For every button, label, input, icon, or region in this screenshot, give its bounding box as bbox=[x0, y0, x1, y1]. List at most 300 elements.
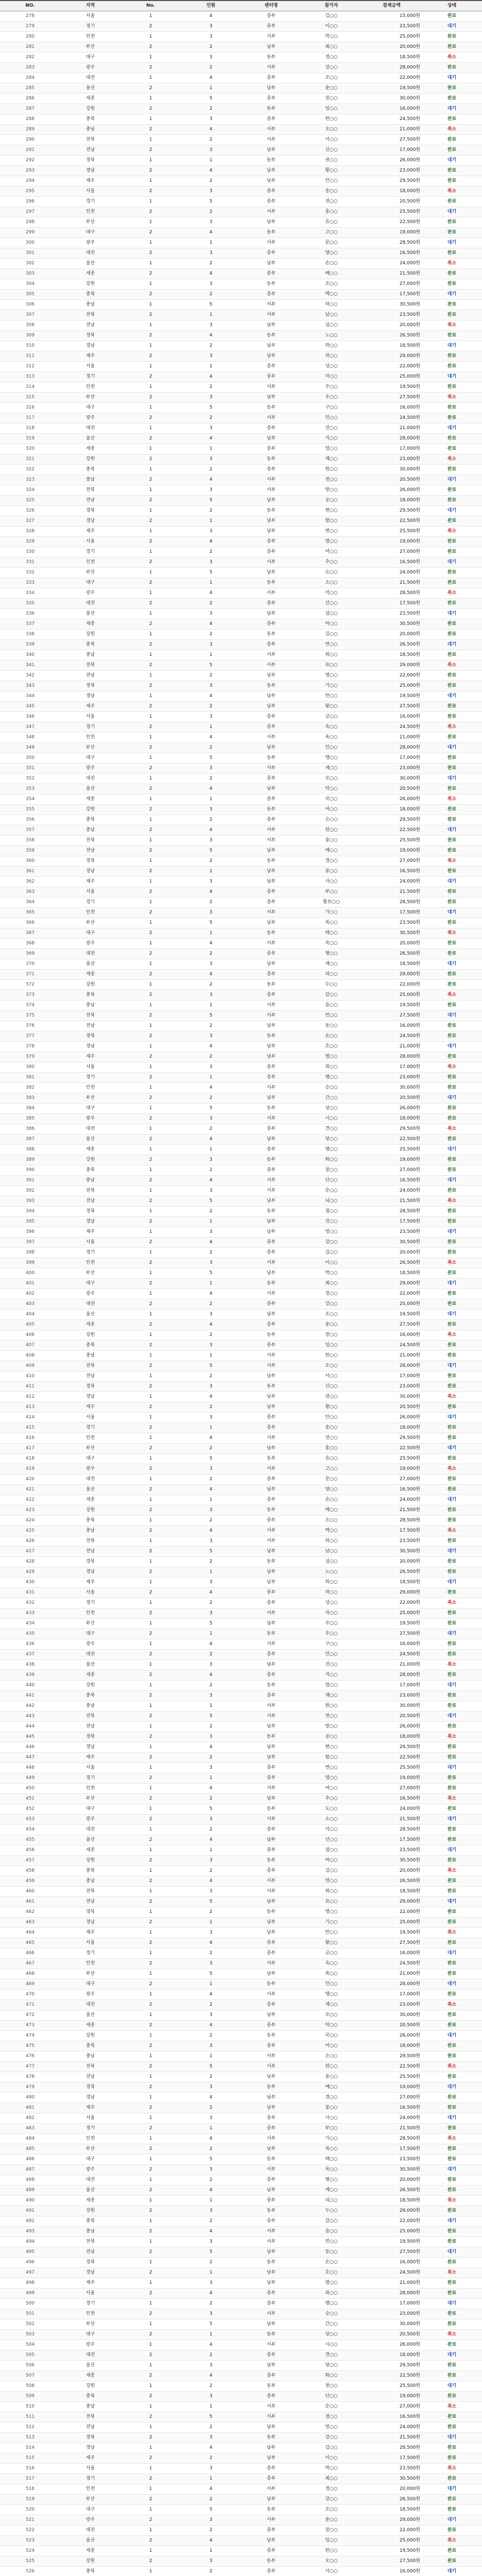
region-cell: 충남 bbox=[60, 300, 121, 310]
row-number: 311 bbox=[0, 351, 60, 362]
center-cell: 중부 bbox=[241, 1423, 302, 1433]
row-number: 493 bbox=[0, 2227, 60, 2237]
status-badge: 대기 bbox=[447, 1363, 457, 1368]
table-row bbox=[0, 1938, 482, 1948]
amount-cell: 24,500원 bbox=[361, 1650, 422, 1660]
no-cell: 2 bbox=[121, 722, 181, 733]
no-cell: 2 bbox=[121, 228, 181, 238]
participant-cell: 국○○ bbox=[301, 794, 361, 805]
center-cell: 서부 bbox=[241, 764, 302, 774]
status-badge: 완료 bbox=[447, 1085, 457, 1090]
count-cell: 2 bbox=[181, 2526, 241, 2536]
status-badge: 완료 bbox=[447, 1374, 457, 1379]
status-cell bbox=[422, 1238, 482, 1248]
no-cell: 1 bbox=[121, 1042, 181, 1052]
status-cell bbox=[422, 1341, 482, 1351]
region-cell: 대구 bbox=[60, 2505, 121, 2515]
table-row bbox=[0, 1289, 482, 1299]
participant-cell: 간○○ bbox=[301, 1093, 361, 1104]
count-cell: 2 bbox=[181, 856, 241, 867]
table-row bbox=[0, 630, 482, 640]
count-cell: 5 bbox=[181, 2412, 241, 2422]
table-row bbox=[0, 1526, 482, 1536]
table-row bbox=[0, 1866, 482, 1876]
center-cell: 중부 bbox=[241, 1299, 302, 1310]
participant-cell: 하○○ bbox=[301, 341, 361, 351]
center-cell: 동부 bbox=[241, 104, 302, 114]
participant-cell: 기○○ bbox=[301, 681, 361, 691]
amount-cell: 16,500원 bbox=[361, 1176, 422, 1186]
amount-cell: 23,000원 bbox=[361, 166, 422, 176]
center-cell: 중부 bbox=[241, 2113, 302, 2124]
table-row bbox=[0, 290, 482, 300]
status-badge: 대기 bbox=[447, 292, 457, 297]
region-cell: 강원 bbox=[60, 1681, 121, 1691]
center-cell: 서부 bbox=[241, 63, 302, 73]
center-cell: 서부 bbox=[241, 2309, 302, 2319]
amount-cell: 22,000원 bbox=[361, 1289, 422, 1299]
amount-cell: 18,500원 bbox=[361, 1887, 422, 1897]
amount-cell: 22,000원 bbox=[361, 73, 422, 83]
participant-cell: 옥○○ bbox=[301, 1959, 361, 1969]
count-cell: 2 bbox=[181, 702, 241, 712]
status-cell bbox=[422, 63, 482, 73]
status-cell bbox=[422, 2515, 482, 2526]
status-badge: 취소 bbox=[447, 2538, 457, 2543]
count-cell: 3 bbox=[181, 145, 241, 156]
center-cell: 중부 bbox=[241, 73, 302, 83]
center-cell: 남부 bbox=[241, 691, 302, 702]
status-cell bbox=[422, 1608, 482, 1619]
table-row bbox=[0, 2381, 482, 2392]
region-cell: 대구 bbox=[60, 403, 121, 413]
row-number: 494 bbox=[0, 2237, 60, 2247]
participant-cell: 서○○ bbox=[301, 1371, 361, 1382]
center-cell: 서부 bbox=[241, 135, 302, 145]
no-cell: 2 bbox=[121, 2062, 181, 2072]
center-cell: 서부 bbox=[241, 2402, 302, 2412]
amount-cell: 27,500원 bbox=[361, 393, 422, 403]
count-cell: 4 bbox=[181, 1742, 241, 1753]
center-cell: 동부 bbox=[241, 1104, 302, 1114]
status-cell bbox=[422, 2247, 482, 2258]
count-cell: 2 bbox=[181, 2000, 241, 2010]
center-cell: 동부 bbox=[241, 156, 302, 166]
region-cell: 세종 bbox=[60, 444, 121, 454]
amount-cell: 25,500원 bbox=[361, 2381, 422, 2392]
no-cell: 1 bbox=[121, 1969, 181, 1979]
table-row bbox=[0, 1505, 482, 1516]
amount-cell: 20,000원 bbox=[361, 2484, 422, 2495]
row-number: 355 bbox=[0, 805, 60, 815]
region-cell: 광주 bbox=[60, 63, 121, 73]
center-cell: 중부 bbox=[241, 537, 302, 547]
status-badge: 완료 bbox=[447, 889, 457, 894]
no-cell: 1 bbox=[121, 1248, 181, 1258]
count-cell: 3 bbox=[181, 1763, 241, 1773]
count-cell: 3 bbox=[181, 1691, 241, 1701]
table-row bbox=[0, 2072, 482, 2082]
status-badge: 완료 bbox=[447, 755, 457, 760]
amount-cell: 22,500원 bbox=[361, 1753, 422, 1763]
row-number: 343 bbox=[0, 681, 60, 691]
no-cell: 1 bbox=[121, 2422, 181, 2433]
center-cell: 남부 bbox=[241, 83, 302, 94]
count-cell: 3 bbox=[181, 2237, 241, 2247]
status-badge: 대기 bbox=[447, 2301, 457, 2306]
status-cell bbox=[422, 578, 482, 588]
region-cell: 대구 bbox=[60, 1979, 121, 1990]
status-cell bbox=[422, 1186, 482, 1196]
count-cell: 1 bbox=[181, 1351, 241, 1361]
table-row bbox=[0, 1815, 482, 1825]
status-badge: 완료 bbox=[447, 2239, 457, 2244]
status-badge: 완료 bbox=[447, 1209, 457, 1214]
count-cell: 2 bbox=[181, 2031, 241, 2041]
amount-cell: 21,500원 bbox=[361, 578, 422, 588]
table-row bbox=[0, 619, 482, 630]
status-badge: 취소 bbox=[447, 590, 457, 596]
table-row bbox=[0, 1629, 482, 1639]
amount-cell: 24,000원 bbox=[361, 568, 422, 578]
row-number: 460 bbox=[0, 1887, 60, 1897]
amount-cell: 22,000원 bbox=[361, 1907, 422, 1918]
amount-cell: 16,500원 bbox=[361, 557, 422, 568]
count-cell: 2 bbox=[181, 207, 241, 217]
center-cell: 남부 bbox=[241, 918, 302, 928]
center-cell: 서부 bbox=[241, 733, 302, 743]
table-row bbox=[0, 722, 482, 733]
status-badge: 완료 bbox=[447, 1487, 457, 1492]
status-badge: 완료 bbox=[447, 1806, 457, 1811]
row-number: 389 bbox=[0, 1155, 60, 1165]
count-cell: 4 bbox=[181, 331, 241, 341]
count-cell: 3 bbox=[181, 640, 241, 650]
row-number: 282 bbox=[0, 53, 60, 63]
status-badge: 취소 bbox=[447, 992, 457, 997]
table-row bbox=[0, 475, 482, 485]
count-cell: 3 bbox=[181, 959, 241, 970]
count-cell: 2 bbox=[181, 1722, 241, 1732]
amount-cell: 18,000원 bbox=[361, 187, 422, 197]
row-number: 430 bbox=[0, 1578, 60, 1588]
amount-cell: 26,000원 bbox=[361, 2340, 422, 2350]
no-cell: 1 bbox=[121, 1928, 181, 1938]
count-cell: 1 bbox=[181, 2402, 241, 2412]
count-cell: 3 bbox=[181, 2309, 241, 2319]
participant-cell: 석○○ bbox=[301, 1825, 361, 1835]
row-number: 504 bbox=[0, 2340, 60, 2350]
count-cell: 3 bbox=[181, 609, 241, 619]
center-cell: 서부 bbox=[241, 1289, 302, 1299]
no-cell: 1 bbox=[121, 712, 181, 722]
table-row bbox=[0, 1145, 482, 1155]
amount-cell: 20,500원 bbox=[361, 784, 422, 794]
count-cell: 3 bbox=[181, 1062, 241, 1073]
region-cell: 전남 bbox=[60, 2072, 121, 2082]
center-cell: 서부 bbox=[241, 125, 302, 135]
status-cell bbox=[422, 1402, 482, 1413]
region-cell: 울산 bbox=[60, 609, 121, 619]
count-cell: 3 bbox=[181, 877, 241, 887]
center-cell: 남부 bbox=[241, 1578, 302, 1588]
region-cell: 서울 bbox=[60, 1588, 121, 1598]
region-cell: 서울 bbox=[60, 1062, 121, 1073]
status-cell bbox=[422, 434, 482, 444]
row-number: 457 bbox=[0, 1856, 60, 1866]
status-badge: 완료 bbox=[447, 2528, 457, 2533]
no-cell: 2 bbox=[121, 434, 181, 444]
status-badge: 대기 bbox=[447, 1415, 457, 1420]
status-badge: 대기 bbox=[447, 158, 457, 163]
participant-cell: 은○○ bbox=[301, 2052, 361, 2062]
no-cell: 2 bbox=[121, 1279, 181, 1289]
status-badge: 취소 bbox=[447, 127, 457, 132]
row-number: 368 bbox=[0, 939, 60, 949]
region-cell: 세종 bbox=[60, 1495, 121, 1505]
count-cell: 3 bbox=[181, 187, 241, 197]
status-badge: 완료 bbox=[447, 415, 457, 420]
status-badge: 취소 bbox=[447, 456, 457, 462]
participant-cell: 최○○ bbox=[301, 1279, 361, 1289]
region-cell: 전남 bbox=[60, 1547, 121, 1557]
count-cell: 2 bbox=[181, 815, 241, 825]
row-number: 291 bbox=[0, 145, 60, 156]
amount-cell: 20,000원 bbox=[361, 1866, 422, 1876]
region-cell: 울산 bbox=[60, 2010, 121, 2021]
status-cell bbox=[422, 1104, 482, 1114]
count-cell: 2 bbox=[181, 1248, 241, 1258]
participant-cell: 창○○ bbox=[301, 2381, 361, 2392]
status-badge: 완료 bbox=[447, 518, 457, 523]
status-cell bbox=[422, 702, 482, 712]
row-number: 309 bbox=[0, 331, 60, 341]
count-cell: 4 bbox=[181, 784, 241, 794]
amount-cell: 18,000원 bbox=[361, 1732, 422, 1742]
region-cell: 제주 bbox=[60, 2278, 121, 2289]
center-cell: 동부 bbox=[241, 980, 302, 990]
no-cell: 1 bbox=[121, 1062, 181, 1073]
center-cell: 서부 bbox=[241, 238, 302, 248]
amount-cell: 24,000원 bbox=[361, 259, 422, 269]
region-cell: 전남 bbox=[60, 496, 121, 506]
status-cell bbox=[422, 2216, 482, 2227]
row-number: 371 bbox=[0, 970, 60, 980]
region-cell: 강원 bbox=[60, 1330, 121, 1341]
region-cell: 경기 bbox=[60, 1948, 121, 1959]
row-number: 416 bbox=[0, 1433, 60, 1444]
status-cell bbox=[422, 207, 482, 217]
no-cell: 2 bbox=[121, 2371, 181, 2381]
center-cell: 중부 bbox=[241, 94, 302, 104]
table-row bbox=[0, 1979, 482, 1990]
status-badge: 완료 bbox=[447, 1477, 457, 1482]
table-row bbox=[0, 362, 482, 372]
participant-cell: 왕○○ bbox=[301, 702, 361, 712]
row-number: 296 bbox=[0, 197, 60, 207]
count-cell: 4 bbox=[181, 2536, 241, 2546]
amount-cell: 24,500원 bbox=[361, 1959, 422, 1969]
participant-cell: 사○○ bbox=[301, 877, 361, 887]
count-cell: 5 bbox=[181, 2062, 241, 2072]
participant-cell: 여○○ bbox=[301, 1784, 361, 1794]
row-number: 498 bbox=[0, 2278, 60, 2289]
table-row bbox=[0, 1773, 482, 1784]
status-badge: 대기 bbox=[447, 75, 457, 80]
status-cell bbox=[422, 1722, 482, 1732]
row-number: 461 bbox=[0, 1897, 60, 1907]
status-badge: 취소 bbox=[447, 1064, 457, 1070]
participant-cell: 편○○ bbox=[301, 2062, 361, 2072]
no-cell: 2 bbox=[121, 1773, 181, 1784]
region-cell: 경북 bbox=[60, 856, 121, 867]
amount-cell: 29,500원 bbox=[361, 1433, 422, 1444]
region-cell: 제주 bbox=[60, 2453, 121, 2464]
table-row bbox=[0, 2340, 482, 2350]
row-number: 480 bbox=[0, 2093, 60, 2103]
no-cell: 2 bbox=[121, 2412, 181, 2422]
row-number: 320 bbox=[0, 444, 60, 454]
no-cell: 2 bbox=[121, 393, 181, 403]
count-cell: 3 bbox=[181, 1413, 241, 1423]
no-cell: 2 bbox=[121, 351, 181, 362]
no-cell: 2 bbox=[121, 908, 181, 918]
table-row bbox=[0, 1196, 482, 1207]
row-number: 474 bbox=[0, 2031, 60, 2041]
row-number: 347 bbox=[0, 722, 60, 733]
status-cell bbox=[422, 794, 482, 805]
table-row bbox=[0, 1351, 482, 1361]
amount-cell: 22,500원 bbox=[361, 2062, 422, 2072]
table-row bbox=[0, 1887, 482, 1897]
center-cell: 서부 bbox=[241, 660, 302, 671]
row-number: 477 bbox=[0, 2062, 60, 2072]
amount-cell: 23,500원 bbox=[361, 22, 422, 32]
count-cell: 3 bbox=[181, 990, 241, 1001]
region-cell: 대전 bbox=[60, 248, 121, 259]
count-cell: 2 bbox=[181, 547, 241, 557]
count-cell: 1 bbox=[181, 1073, 241, 1083]
amount-cell: 19,500원 bbox=[361, 1310, 422, 1320]
amount-cell: 22,500원 bbox=[361, 1134, 422, 1145]
count-cell: 3 bbox=[181, 1310, 241, 1320]
status-badge: 완료 bbox=[447, 1240, 457, 1245]
status-cell bbox=[422, 1330, 482, 1341]
table-row bbox=[0, 640, 482, 650]
region-cell: 경남 bbox=[60, 2268, 121, 2278]
table-row bbox=[0, 187, 482, 197]
amount-cell: 19,500원 bbox=[361, 1928, 422, 1938]
status-cell bbox=[422, 1011, 482, 1021]
count-cell: 4 bbox=[181, 166, 241, 176]
center-cell: 서부 bbox=[241, 2052, 302, 2062]
status-badge: 완료 bbox=[447, 704, 457, 709]
center-cell: 남부 bbox=[241, 1310, 302, 1320]
no-cell: 1 bbox=[121, 918, 181, 928]
participant-cell: 연○○ bbox=[301, 1876, 361, 1887]
status-badge: 대기 bbox=[447, 106, 457, 111]
row-number: 417 bbox=[0, 1444, 60, 1454]
region-cell: 경북 bbox=[60, 2082, 121, 2093]
status-cell bbox=[422, 537, 482, 547]
amount-cell: 23,000원 bbox=[361, 1382, 422, 1392]
count-cell: 4 bbox=[181, 2484, 241, 2495]
participant-cell: 음○○ bbox=[301, 1001, 361, 1011]
center-cell: 동부 bbox=[241, 1505, 302, 1516]
amount-cell: 30,000원 bbox=[361, 465, 422, 475]
row-number: 464 bbox=[0, 1928, 60, 1938]
region-cell: 충북 bbox=[60, 114, 121, 125]
row-number: 513 bbox=[0, 2433, 60, 2443]
table-row bbox=[0, 32, 482, 42]
participant-cell: 탁○○ bbox=[301, 784, 361, 794]
count-cell: 1 bbox=[181, 867, 241, 877]
count-cell: 5 bbox=[181, 1804, 241, 1815]
amount-cell: 27,500원 bbox=[361, 1320, 422, 1330]
amount-cell: 17,500원 bbox=[361, 2453, 422, 2464]
row-number: 440 bbox=[0, 1681, 60, 1691]
region-cell: 부산 bbox=[60, 1969, 121, 1979]
count-cell: 5 bbox=[181, 1619, 241, 1629]
amount-cell: 17,000원 bbox=[361, 1681, 422, 1691]
status-cell bbox=[422, 403, 482, 413]
participant-cell: 배○○ bbox=[301, 269, 361, 279]
count-cell: 2 bbox=[181, 1165, 241, 1176]
count-cell: 1 bbox=[181, 156, 241, 166]
participant-cell: 도○○ bbox=[301, 1804, 361, 1815]
center-cell: 서부 bbox=[241, 32, 302, 42]
no-cell: 2 bbox=[121, 867, 181, 877]
row-number: 486 bbox=[0, 2155, 60, 2165]
no-cell: 2 bbox=[121, 1444, 181, 1454]
no-cell: 1 bbox=[121, 2402, 181, 2412]
row-number: 499 bbox=[0, 2289, 60, 2299]
table-row bbox=[0, 980, 482, 990]
status-cell bbox=[422, 1691, 482, 1701]
center-cell: 서부 bbox=[241, 1711, 302, 1722]
center-cell: 남부 bbox=[241, 1093, 302, 1104]
table-row bbox=[0, 1021, 482, 1031]
status-badge: 대기 bbox=[447, 1631, 457, 1636]
no-cell: 1 bbox=[121, 1001, 181, 1011]
no-cell: 2 bbox=[121, 578, 181, 588]
amount-cell: 24,000원 bbox=[361, 1495, 422, 1505]
no-cell: 2 bbox=[121, 557, 181, 568]
row-number: 512 bbox=[0, 2422, 60, 2433]
status-cell bbox=[422, 279, 482, 290]
region-cell: 제주 bbox=[60, 176, 121, 187]
center-cell: 서부 bbox=[241, 650, 302, 660]
table-row bbox=[0, 2185, 482, 2196]
center-cell: 중부 bbox=[241, 1825, 302, 1835]
center-cell: 중부 bbox=[241, 887, 302, 897]
center-cell: 동부 bbox=[241, 1557, 302, 1567]
count-cell: 4 bbox=[181, 939, 241, 949]
region-cell: 광주 bbox=[60, 2515, 121, 2526]
table-row bbox=[0, 2526, 482, 2536]
participant-cell: 노○○ bbox=[301, 1567, 361, 1578]
amount-cell: 26,500원 bbox=[361, 2495, 422, 2505]
participant-cell: 한○○ bbox=[301, 1351, 361, 1361]
row-number: 454 bbox=[0, 1825, 60, 1835]
count-cell: 4 bbox=[181, 125, 241, 135]
amount-cell: 24,500원 bbox=[361, 1341, 422, 1351]
table-row bbox=[0, 2350, 482, 2361]
row-number: 300 bbox=[0, 238, 60, 248]
row-number: 428 bbox=[0, 1557, 60, 1567]
count-cell: 3 bbox=[181, 2361, 241, 2371]
no-cell: 1 bbox=[121, 1660, 181, 1670]
